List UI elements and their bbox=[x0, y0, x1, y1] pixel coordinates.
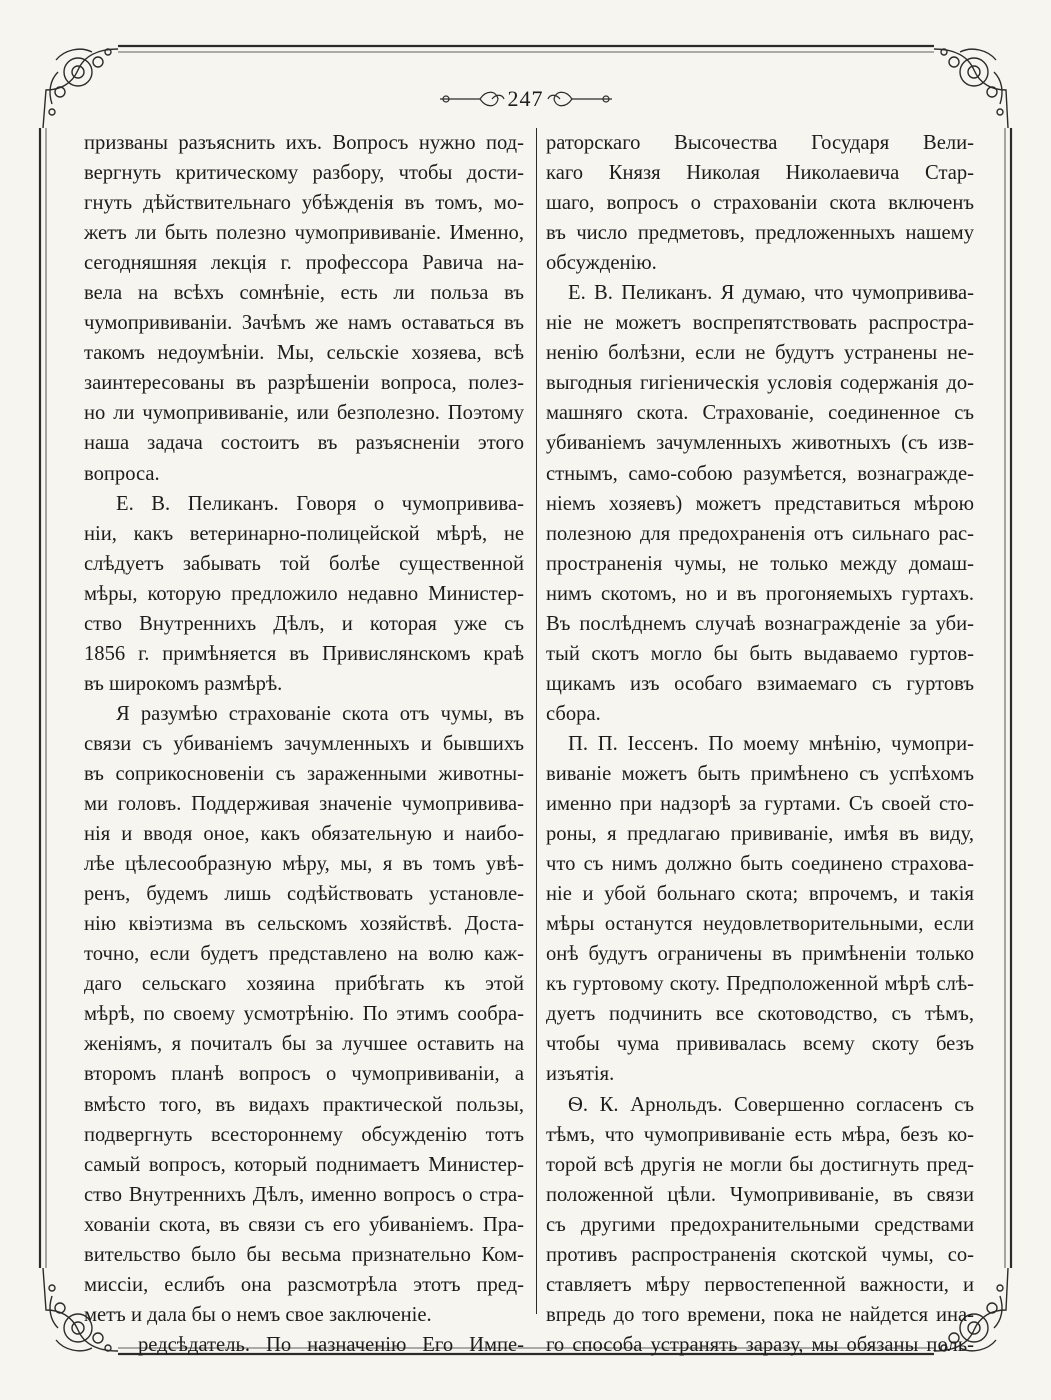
page-header bbox=[0, 84, 1051, 114]
text-line: вмѣсто того, въ видахъ практической пользы, bbox=[84, 1093, 524, 1116]
text-line: вела на всѣхъ сомнѣніе, есть ли польза въ bbox=[84, 282, 524, 305]
text-line: метъ и дала бы о немъ свое заключеніе. bbox=[84, 1303, 432, 1326]
text-line: ми головъ. Поддерживая значеніе чумопривива- bbox=[84, 793, 524, 816]
text-line: хованіи скота, въ связи съ его убиваніемъ. Пра- bbox=[84, 1213, 524, 1236]
text-line: ство Внутреннихъ Дѣлъ, и которая уже съ bbox=[84, 612, 524, 635]
text-line: нію квіэтизма въ сельскомъ хозяйствѣ. Доста- bbox=[84, 913, 524, 936]
text-line: въ широкомъ размѣрѣ. bbox=[84, 672, 283, 695]
text-line: дуетъ подчинить все скотоводство, съ тѣмъ, bbox=[546, 1003, 974, 1026]
text-line: обсужденію. bbox=[546, 252, 657, 275]
text-line: Въ послѣднемъ случаѣ вознагражденіе за уби- bbox=[546, 612, 974, 635]
text-line: убиваніемъ зачумленныхъ животныхъ (съ изв- bbox=[546, 432, 974, 455]
text-line: машняго скота. Страхованіе, соединенное съ bbox=[546, 402, 974, 425]
text-line: женіямъ, я почиталъ бы за лучшее оставить на bbox=[84, 1033, 524, 1056]
text-line: второмъ планѣ вопросъ о чумопрививаніи, а bbox=[84, 1063, 524, 1086]
text-line: связи съ убиваніемъ зачумленныхъ и бывшихъ bbox=[84, 732, 524, 755]
text-line: сбора. bbox=[546, 702, 601, 725]
text-line: раторскаго Высочества Государя Вели- bbox=[546, 132, 974, 154]
text-line: впредь до того времени, пока не найдется ина- bbox=[546, 1303, 974, 1326]
text-line: даго сельскаго хозяина прибѣгать къ этой bbox=[84, 973, 524, 996]
text-line: вительство было бы весьма признательно Ком- bbox=[84, 1243, 524, 1266]
text-line: пространенія чумы, не только между домаш- bbox=[546, 552, 974, 575]
left-column bbox=[84, 128, 524, 1360]
text-line: 1856 г. примѣняется въ Привислянскомъ краѣ bbox=[84, 642, 524, 665]
text-line: нимъ скотомъ, но и въ прогоняемыхъ гуртахъ. bbox=[546, 582, 974, 605]
text-line: щикамъ изъ особаго взимаемаго съ гуртовъ bbox=[546, 672, 974, 695]
text-line: мѣры останутся неудовлетворительными, если bbox=[546, 913, 974, 936]
text-line: редсѣдатель. По назначенію Его Импе- bbox=[138, 1333, 524, 1356]
text-line: виваніе можетъ быть примѣнено съ успѣхомъ bbox=[546, 762, 974, 785]
text-line: торой всѣ другія не могли бы достигнуть пред- bbox=[546, 1153, 974, 1176]
text-line: такомъ недоумѣніи. Мы, сельскіе хозяева, всѣ bbox=[84, 342, 524, 365]
text-line: стнымъ, само-собою разумѣется, вознагражде- bbox=[546, 462, 974, 485]
text-line: призваны разъяснить ихъ. Вопросъ нужно под- bbox=[84, 132, 524, 154]
text-line: ство Внутреннихъ Дѣлъ, именно вопросъ о стра- bbox=[84, 1183, 524, 1206]
text-line: ніе и убой больнаго скота; впрочемъ, и такія bbox=[546, 883, 974, 906]
text-line: чтобы чума прививалась всему скоту безъ bbox=[546, 1033, 974, 1056]
text-line: мѣры, которую предложило недавно Министер- bbox=[84, 582, 524, 605]
text-line: жетъ ли быть полезно чумопрививаніе. Именно, bbox=[84, 222, 524, 245]
text-line: миссіи, еслибъ она разсмотрѣла этотъ пред- bbox=[84, 1273, 524, 1296]
text-line: лѣе цѣлесообразную мѣру, мы, я въ томъ увѣ- bbox=[84, 853, 524, 876]
text-line: въ число предметовъ, предложенныхъ нашему bbox=[546, 222, 974, 245]
text-line: сегодняшняя лекція г. профессора Равича на- bbox=[84, 252, 524, 275]
text-line: каго Князя Николая Николаевича Стар- bbox=[546, 162, 974, 185]
text-line: вопроса. bbox=[84, 462, 160, 485]
text-line: мѣрѣ, по своему усмотрѣнію. По этимъ сообра- bbox=[84, 1003, 524, 1026]
text-line: положенной цѣли. Чумопрививаніе, въ связи bbox=[546, 1183, 974, 1206]
text-line: противъ распространенія скотской чумы, со- bbox=[546, 1243, 974, 1266]
text-line: ніи, какъ ветеринарно-полицейской мѣрѣ, не bbox=[84, 522, 524, 545]
text-line: заинтересованы въ разрѣшеніи вопроса, полез- bbox=[84, 372, 524, 395]
text-line: въ соприкосновеніи съ зараженными животны- bbox=[84, 762, 524, 785]
text-line: выгодныя гигіеническія условія содержанія до- bbox=[546, 372, 974, 395]
text-line: ставляетъ мѣру первостепенной важности, и bbox=[546, 1273, 974, 1296]
text-line: полезною для предохраненія отъ сильнаго рас- bbox=[546, 522, 974, 545]
text-line: но ли чумопрививаніе, или безполезно. Поэтому bbox=[84, 402, 524, 425]
text-line: Я разумѣю страхованіе скота отъ чумы, въ bbox=[116, 702, 524, 725]
text-line: изъятія. bbox=[546, 1063, 615, 1086]
right-column bbox=[546, 128, 974, 1360]
text-line: П. П. Іессенъ. По моему мнѣнію, чумопри- bbox=[568, 732, 974, 755]
column-divider bbox=[536, 128, 537, 1314]
text-line: съ другими предохранительными средствами bbox=[546, 1213, 974, 1236]
text-line: ніе не можетъ воспрепятствовать распростра- bbox=[546, 312, 974, 335]
text-line: роны, я предлагаю прививаніе, имѣя въ виду, bbox=[546, 823, 974, 846]
text-line: ніемъ хозяевъ) можетъ представиться мѣрою bbox=[546, 492, 974, 515]
text-line: шаго, вопросъ о страхованіи скота включенъ bbox=[546, 192, 974, 215]
text-line: Ѳ. К. Арнольдъ. Совершенно согласенъ съ bbox=[568, 1093, 974, 1116]
text-line: именно при надзорѣ за гуртами. Съ своей сто- bbox=[546, 793, 974, 816]
text-line: ненію болѣзни, если не будутъ устранены не- bbox=[546, 342, 974, 365]
text-line: Е. В. Пеликанъ. Я думаю, что чумопривива- bbox=[568, 282, 974, 305]
text-line: тѣмъ, что чумопрививаніе есть мѣра, безъ ко- bbox=[546, 1123, 974, 1146]
text-line: нія и вводя оное, какъ обязательную и наибо- bbox=[84, 823, 524, 846]
text-line: подвергнуть всестороннему обсужденію тотъ bbox=[84, 1123, 524, 1146]
text-line: слѣдуетъ забывать той болѣе существенной bbox=[84, 552, 524, 575]
text-line: что съ нимъ должно быть соединено страхова- bbox=[546, 853, 974, 876]
text-line: тый скотъ могло бы быть выдаваемо гуртов- bbox=[546, 642, 974, 665]
text-line: гнуть дѣйствительнаго убѣжденія въ томъ, мо- bbox=[84, 192, 524, 215]
text-line: самый вопросъ, который поднимаетъ Министер- bbox=[84, 1153, 524, 1176]
text-line: чумопрививаніи. Зачѣмъ же намъ оставаться въ bbox=[84, 312, 524, 335]
text-line: го способа устранять заразу, мы обязаны поль- bbox=[546, 1333, 974, 1356]
text-line: точно, если будетъ представлено на волю каж- bbox=[84, 943, 524, 966]
text-line: Е. В. Пеликанъ. Говоря о чумопривива- bbox=[116, 492, 524, 515]
text-line: наша задача состоитъ въ разъясненіи этого bbox=[84, 432, 524, 455]
text-line: вергнуть критическому разбору, чтобы дости- bbox=[84, 162, 524, 185]
text-line: онѣ будутъ ограничены въ примѣненіи только bbox=[546, 943, 974, 966]
text-line: къ гуртовому скоту. Предположенной мѣрѣ слѣ- bbox=[546, 973, 974, 996]
text-line: ренъ, будемъ лишь содѣйствовать установле- bbox=[84, 883, 524, 906]
page-number: 247 bbox=[507, 86, 544, 111]
